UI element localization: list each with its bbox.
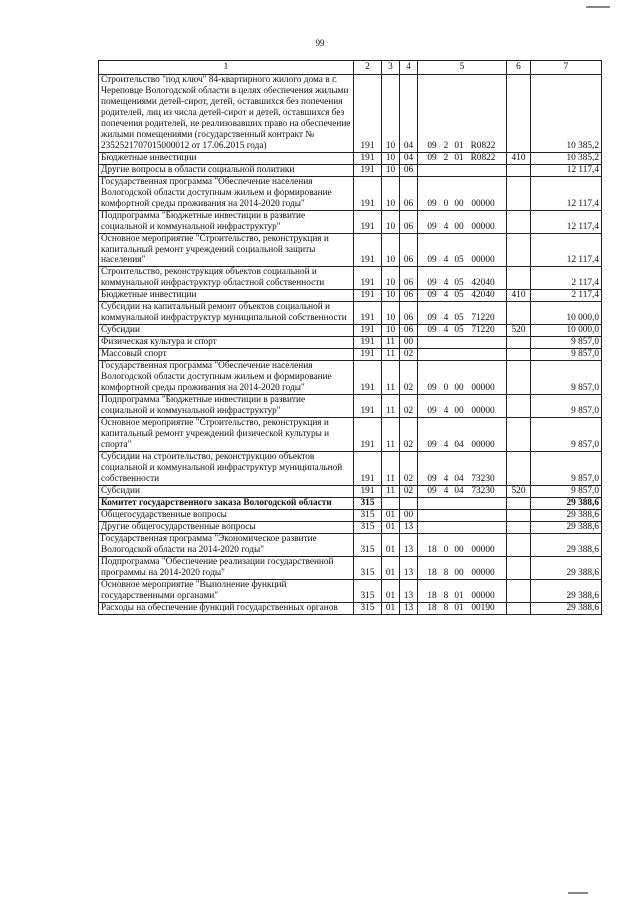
- row-amount: 29 388,6: [531, 533, 602, 556]
- table-row: [99, 418, 602, 452]
- target-program: 09: [427, 383, 437, 394]
- target-subprogram: 4: [443, 406, 449, 417]
- target-direction: 01: [454, 152, 464, 163]
- target-direction: 00: [454, 221, 464, 232]
- row-expense-type: 520: [507, 325, 531, 337]
- row-admin-code: 191: [354, 302, 382, 325]
- target-code: 71220: [471, 313, 495, 324]
- row-name: Бюджетные инвестиции: [99, 152, 354, 164]
- row-admin-code: 315: [354, 533, 382, 556]
- row-expense-type: [507, 349, 531, 361]
- target-subprogram: 4: [443, 473, 449, 484]
- row-section-code: 01: [382, 556, 400, 579]
- row-admin-code: 191: [354, 233, 382, 267]
- row-section-code: 11: [382, 395, 400, 418]
- table-row: [99, 164, 602, 176]
- target-program: 18: [427, 590, 437, 601]
- target-program: 09: [427, 290, 437, 301]
- row-amount: 9 857,0: [531, 337, 602, 349]
- row-amount: 9 857,0: [531, 395, 602, 418]
- target-code: 00000: [471, 567, 495, 578]
- table-row: [99, 395, 602, 418]
- column-header-1: 1: [99, 61, 354, 75]
- table-row: [99, 267, 602, 290]
- target-code: 42040: [471, 278, 495, 289]
- row-subsection-code: 06: [400, 176, 418, 210]
- row-name: Массовый спорт: [99, 349, 354, 361]
- row-expense-type: 520: [507, 485, 531, 497]
- target-subprogram: 4: [443, 313, 449, 324]
- row-expense-type: [507, 533, 531, 556]
- row-admin-code: 191: [354, 176, 382, 210]
- table-row: [99, 521, 602, 533]
- target-subprogram: 0: [443, 544, 449, 555]
- target-code: 71220: [471, 325, 495, 336]
- row-section-code: 10: [382, 176, 400, 210]
- row-name: Строительство, реконструкция объектов социальной и коммунальной инфраструктур областной собственности: [99, 267, 354, 290]
- table-row: [99, 176, 602, 210]
- row-admin-code: 191: [354, 361, 382, 395]
- row-subsection-code: 04: [400, 152, 418, 164]
- row-expense-type: [507, 497, 531, 509]
- target-subprogram: 4: [443, 255, 449, 266]
- budget-table: [98, 60, 602, 615]
- row-subsection-code: 13: [400, 579, 418, 602]
- row-expense-type: 410: [507, 152, 531, 164]
- target-program: 09: [427, 198, 437, 209]
- target-subprogram: 8: [443, 602, 449, 613]
- row-name: Субсидии: [99, 325, 354, 337]
- row-name: Государственная программа "Обеспечение населения Вологодской области доступным жильем и формирование комфортной среды проживания на 2014-2020 годы": [99, 361, 354, 395]
- target-subprogram: 4: [443, 221, 449, 232]
- row-subsection-code: 02: [400, 395, 418, 418]
- row-amount: 9 857,0: [531, 451, 602, 485]
- row-subsection-code: 02: [400, 349, 418, 361]
- target-direction: 05: [454, 313, 464, 324]
- row-expense-type: [507, 267, 531, 290]
- target-code: 00000: [471, 544, 495, 555]
- table-body: [99, 74, 602, 614]
- row-section-code: 11: [382, 337, 400, 349]
- row-admin-code: 191: [354, 418, 382, 452]
- row-expense-type: [507, 176, 531, 210]
- target-direction: 04: [454, 473, 464, 484]
- row-expense-type: [507, 579, 531, 602]
- target-direction: 05: [454, 290, 464, 301]
- row-name: Подпрограмма "Обеспечение реализации государственной программы на 2014-2020 годы": [99, 556, 354, 579]
- row-subsection-code: 13: [400, 521, 418, 533]
- table-row: [99, 509, 602, 521]
- row-name: Физическая культура и спорт: [99, 337, 354, 349]
- column-header-4: 4: [400, 61, 418, 75]
- target-subprogram: 4: [443, 325, 449, 336]
- header-row: [99, 61, 602, 75]
- row-admin-code: 191: [354, 164, 382, 176]
- target-code: 00190: [471, 602, 495, 613]
- row-expense-type: [507, 361, 531, 395]
- row-subsection-code: 13: [400, 556, 418, 579]
- row-target-code: [418, 485, 507, 497]
- row-target-code: [418, 325, 507, 337]
- target-program: 09: [427, 255, 437, 266]
- table-row: [99, 325, 602, 337]
- row-expense-type: [507, 418, 531, 452]
- row-admin-code: 191: [354, 267, 382, 290]
- row-subsection-code: 06: [400, 267, 418, 290]
- target-code: R0822: [470, 140, 496, 151]
- row-admin-code: 191: [354, 210, 382, 233]
- row-admin-code: 191: [354, 325, 382, 337]
- row-name: Подпрограмма "Бюджетные инвестиции в развитие социальной и коммунальной инфраструктур": [99, 210, 354, 233]
- target-code: 73230: [471, 485, 495, 496]
- scan-mark-top: [586, 6, 610, 8]
- table-row: [99, 556, 602, 579]
- target-direction: 00: [454, 198, 464, 209]
- target-program: 09: [427, 485, 437, 496]
- row-subsection-code: 04: [400, 74, 418, 152]
- row-target-code: [418, 556, 507, 579]
- target-program: 09: [427, 313, 437, 324]
- row-expense-type: [507, 521, 531, 533]
- row-section-code: 11: [382, 418, 400, 452]
- target-direction: 04: [454, 485, 464, 496]
- row-target-code: [418, 497, 507, 509]
- target-program: 09: [427, 221, 437, 232]
- row-admin-code: 191: [354, 290, 382, 302]
- table-row: [99, 602, 602, 614]
- target-program: 18: [427, 567, 437, 578]
- target-direction: 00: [454, 544, 464, 555]
- row-name: Расходы на обеспечение функций государственных органов: [99, 602, 354, 614]
- row-section-code: 10: [382, 152, 400, 164]
- row-section-code: 01: [382, 509, 400, 521]
- row-amount: 12 117,4: [531, 176, 602, 210]
- target-direction: 01: [454, 590, 464, 601]
- page-number: 99: [315, 38, 325, 48]
- target-program: 18: [427, 602, 437, 613]
- row-subsection-code: 06: [400, 302, 418, 325]
- table-row: [99, 74, 602, 152]
- target-code: 00000: [471, 221, 495, 232]
- row-subsection-code: [400, 497, 418, 509]
- target-program: 09: [427, 439, 437, 450]
- column-header-2: 2: [354, 61, 382, 75]
- table-row: [99, 152, 602, 164]
- row-admin-code: 315: [354, 602, 382, 614]
- row-section-code: 01: [382, 579, 400, 602]
- row-expense-type: [507, 395, 531, 418]
- row-section-code: 11: [382, 485, 400, 497]
- row-target-code: [418, 349, 507, 361]
- row-subsection-code: 06: [400, 290, 418, 302]
- row-admin-code: 315: [354, 497, 382, 509]
- row-name: Другие вопросы в области социальной политики: [99, 164, 354, 176]
- target-code: 00000: [471, 406, 495, 417]
- target-code: R0822: [470, 152, 496, 163]
- row-section-code: 01: [382, 602, 400, 614]
- row-name: Основное мероприятие "Строительство, реконструкция и капитальный ремонт учреждений социальной защиты населения": [99, 233, 354, 267]
- target-program: 09: [427, 140, 437, 151]
- target-code: 73230: [471, 473, 495, 484]
- row-target-code: [418, 533, 507, 556]
- row-section-code: 11: [382, 451, 400, 485]
- target-program: 09: [427, 278, 437, 289]
- row-admin-code: 191: [354, 337, 382, 349]
- row-subsection-code: 02: [400, 418, 418, 452]
- table-row: [99, 497, 602, 509]
- row-section-code: 11: [382, 361, 400, 395]
- target-subprogram: 2: [443, 152, 449, 163]
- row-target-code: [418, 302, 507, 325]
- row-subsection-code: 06: [400, 325, 418, 337]
- row-subsection-code: 02: [400, 361, 418, 395]
- row-target-code: [418, 152, 507, 164]
- target-direction: 00: [454, 406, 464, 417]
- target-direction: 01: [454, 140, 464, 151]
- row-target-code: [418, 210, 507, 233]
- column-header-5: 5: [418, 61, 507, 75]
- row-admin-code: 191: [354, 349, 382, 361]
- row-target-code: [418, 233, 507, 267]
- target-subprogram: 0: [443, 383, 449, 394]
- row-admin-code: 191: [354, 395, 382, 418]
- row-target-code: [418, 579, 507, 602]
- row-expense-type: [507, 451, 531, 485]
- row-amount: 12 117,4: [531, 164, 602, 176]
- row-name: Государственная программа "Обеспечение населения Вологодской области доступным жильем и формирование комфортной среды проживания на 2014-2020 годы": [99, 176, 354, 210]
- target-program: 09: [427, 325, 437, 336]
- row-expense-type: [507, 556, 531, 579]
- row-section-code: 01: [382, 533, 400, 556]
- table-row: [99, 533, 602, 556]
- row-amount: 29 388,6: [531, 509, 602, 521]
- row-amount: 29 388,6: [531, 556, 602, 579]
- row-name: Основное мероприятие "Строительство, реконструкция и капитальный ремонт учреждений физической культуры и спорта": [99, 418, 354, 452]
- row-name: Основное мероприятие "Выполнение функций государственными органами": [99, 579, 354, 602]
- target-code: 42040: [471, 290, 495, 301]
- row-target-code: [418, 290, 507, 302]
- row-name: Государственная программа "Экономическое развитие Вологодской области на 2014-2020 годы": [99, 533, 354, 556]
- target-program: 09: [427, 473, 437, 484]
- row-amount: 10 385,2: [531, 74, 602, 152]
- target-direction: 00: [454, 567, 464, 578]
- row-target-code: [418, 267, 507, 290]
- row-admin-code: 315: [354, 579, 382, 602]
- row-subsection-code: 06: [400, 233, 418, 267]
- row-name: Комитет государственного заказа Вологодской области: [99, 497, 354, 509]
- target-subprogram: 4: [443, 278, 449, 289]
- table-row: [99, 361, 602, 395]
- row-name: Субсидии на капитальный ремонт объектов социальной и коммунальной инфраструктур муниципальной собственности: [99, 302, 354, 325]
- row-admin-code: 191: [354, 485, 382, 497]
- row-admin-code: 191: [354, 74, 382, 152]
- row-admin-code: 191: [354, 451, 382, 485]
- row-subsection-code: 02: [400, 451, 418, 485]
- target-subprogram: 4: [443, 290, 449, 301]
- target-direction: 01: [454, 602, 464, 613]
- target-code: 00000: [471, 198, 495, 209]
- row-expense-type: [507, 602, 531, 614]
- row-name: Субсидии на строительство, реконструкцию объектов социальной и коммунальной инфраструктур муниципальной собственности: [99, 451, 354, 485]
- row-amount: 12 117,4: [531, 210, 602, 233]
- row-subsection-code: 06: [400, 210, 418, 233]
- row-amount: 2 117,4: [531, 267, 602, 290]
- target-direction: 04: [454, 439, 464, 450]
- row-amount: 9 857,0: [531, 361, 602, 395]
- row-amount: 29 388,6: [531, 497, 602, 509]
- target-direction: 05: [454, 278, 464, 289]
- target-subprogram: 8: [443, 567, 449, 578]
- row-amount: 12 117,4: [531, 233, 602, 267]
- target-program: 09: [427, 152, 437, 163]
- target-code: 00000: [471, 590, 495, 601]
- table-row: [99, 579, 602, 602]
- row-expense-type: [507, 164, 531, 176]
- target-direction: 05: [454, 325, 464, 336]
- row-amount: 9 857,0: [531, 418, 602, 452]
- column-header-3: 3: [382, 61, 400, 75]
- row-target-code: [418, 337, 507, 349]
- target-code: 00000: [471, 255, 495, 266]
- table-row: [99, 349, 602, 361]
- column-header-7: 7: [531, 61, 602, 75]
- row-admin-code: 315: [354, 509, 382, 521]
- row-amount: 29 388,6: [531, 521, 602, 533]
- table-row: [99, 290, 602, 302]
- row-admin-code: 191: [354, 152, 382, 164]
- row-expense-type: [507, 210, 531, 233]
- row-target-code: [418, 176, 507, 210]
- row-expense-type: [507, 337, 531, 349]
- scan-mark-bottom: [568, 892, 588, 894]
- target-subprogram: 0: [443, 198, 449, 209]
- row-name: Другие общегосударственные вопросы: [99, 521, 354, 533]
- row-amount: 29 388,6: [531, 602, 602, 614]
- target-direction: 05: [454, 255, 464, 266]
- row-target-code: [418, 418, 507, 452]
- row-name: Субсидии: [99, 485, 354, 497]
- row-section-code: 10: [382, 325, 400, 337]
- row-target-code: [418, 521, 507, 533]
- row-name: Подпрограмма "Бюджетные инвестиции в развитие социальной и коммунальной инфраструктур": [99, 395, 354, 418]
- target-subprogram: 8: [443, 590, 449, 601]
- table-row: [99, 337, 602, 349]
- row-section-code: 10: [382, 290, 400, 302]
- row-name: Общегосударственные вопросы: [99, 509, 354, 521]
- row-target-code: [418, 361, 507, 395]
- row-expense-type: [507, 302, 531, 325]
- target-code: 00000: [471, 439, 495, 450]
- row-subsection-code: 00: [400, 509, 418, 521]
- row-amount: 29 388,6: [531, 579, 602, 602]
- row-name: Бюджетные инвестиции: [99, 290, 354, 302]
- row-name: Строительство "под ключ" 84-квартирного жилого дома в г. Череповце Вологодской области в целях обеспечения жилыми помещениями детей-сирот, детей, оставшихся без попечения родителей, лиц из числа детей-сирот и детей, оставшихся без попечения родителей, не реализовавших право на обеспечение жилыми помещениями (государственный контракт № 2352521707015000012 от 17.06.2015 года): [99, 74, 354, 152]
- row-amount: 10 000,0: [531, 325, 602, 337]
- table-row: [99, 233, 602, 267]
- target-program: 18: [427, 544, 437, 555]
- table-row: [99, 485, 602, 497]
- row-subsection-code: 13: [400, 533, 418, 556]
- row-amount: 9 857,0: [531, 485, 602, 497]
- row-section-code: 10: [382, 164, 400, 176]
- row-target-code: [418, 451, 507, 485]
- table-row: [99, 451, 602, 485]
- row-expense-type: [507, 74, 531, 152]
- row-target-code: [418, 164, 507, 176]
- row-admin-code: 315: [354, 521, 382, 533]
- row-section-code: 10: [382, 233, 400, 267]
- table-row: [99, 210, 602, 233]
- row-section-code: 10: [382, 267, 400, 290]
- row-section-code: [382, 497, 400, 509]
- target-subprogram: 2: [443, 140, 449, 151]
- row-subsection-code: 06: [400, 164, 418, 176]
- row-amount: 9 857,0: [531, 349, 602, 361]
- row-section-code: 10: [382, 210, 400, 233]
- target-subprogram: 4: [443, 439, 449, 450]
- row-expense-type: 410: [507, 290, 531, 302]
- row-expense-type: [507, 233, 531, 267]
- row-admin-code: 315: [354, 556, 382, 579]
- row-subsection-code: 00: [400, 337, 418, 349]
- row-section-code: 10: [382, 302, 400, 325]
- row-subsection-code: 02: [400, 485, 418, 497]
- target-code: 00000: [471, 383, 495, 394]
- row-target-code: [418, 395, 507, 418]
- row-amount: 10 385,2: [531, 152, 602, 164]
- table-row: [99, 302, 602, 325]
- row-expense-type: [507, 509, 531, 521]
- target-program: 09: [427, 406, 437, 417]
- row-section-code: 11: [382, 349, 400, 361]
- row-amount: 2 117,4: [531, 290, 602, 302]
- row-target-code: [418, 509, 507, 521]
- row-subsection-code: 13: [400, 602, 418, 614]
- row-amount: 10 000,0: [531, 302, 602, 325]
- target-subprogram: 4: [443, 485, 449, 496]
- target-direction: 00: [454, 383, 464, 394]
- row-section-code: 10: [382, 74, 400, 152]
- row-target-code: [418, 74, 507, 152]
- row-target-code: [418, 602, 507, 614]
- column-header-6: 6: [507, 61, 531, 75]
- row-section-code: 01: [382, 521, 400, 533]
